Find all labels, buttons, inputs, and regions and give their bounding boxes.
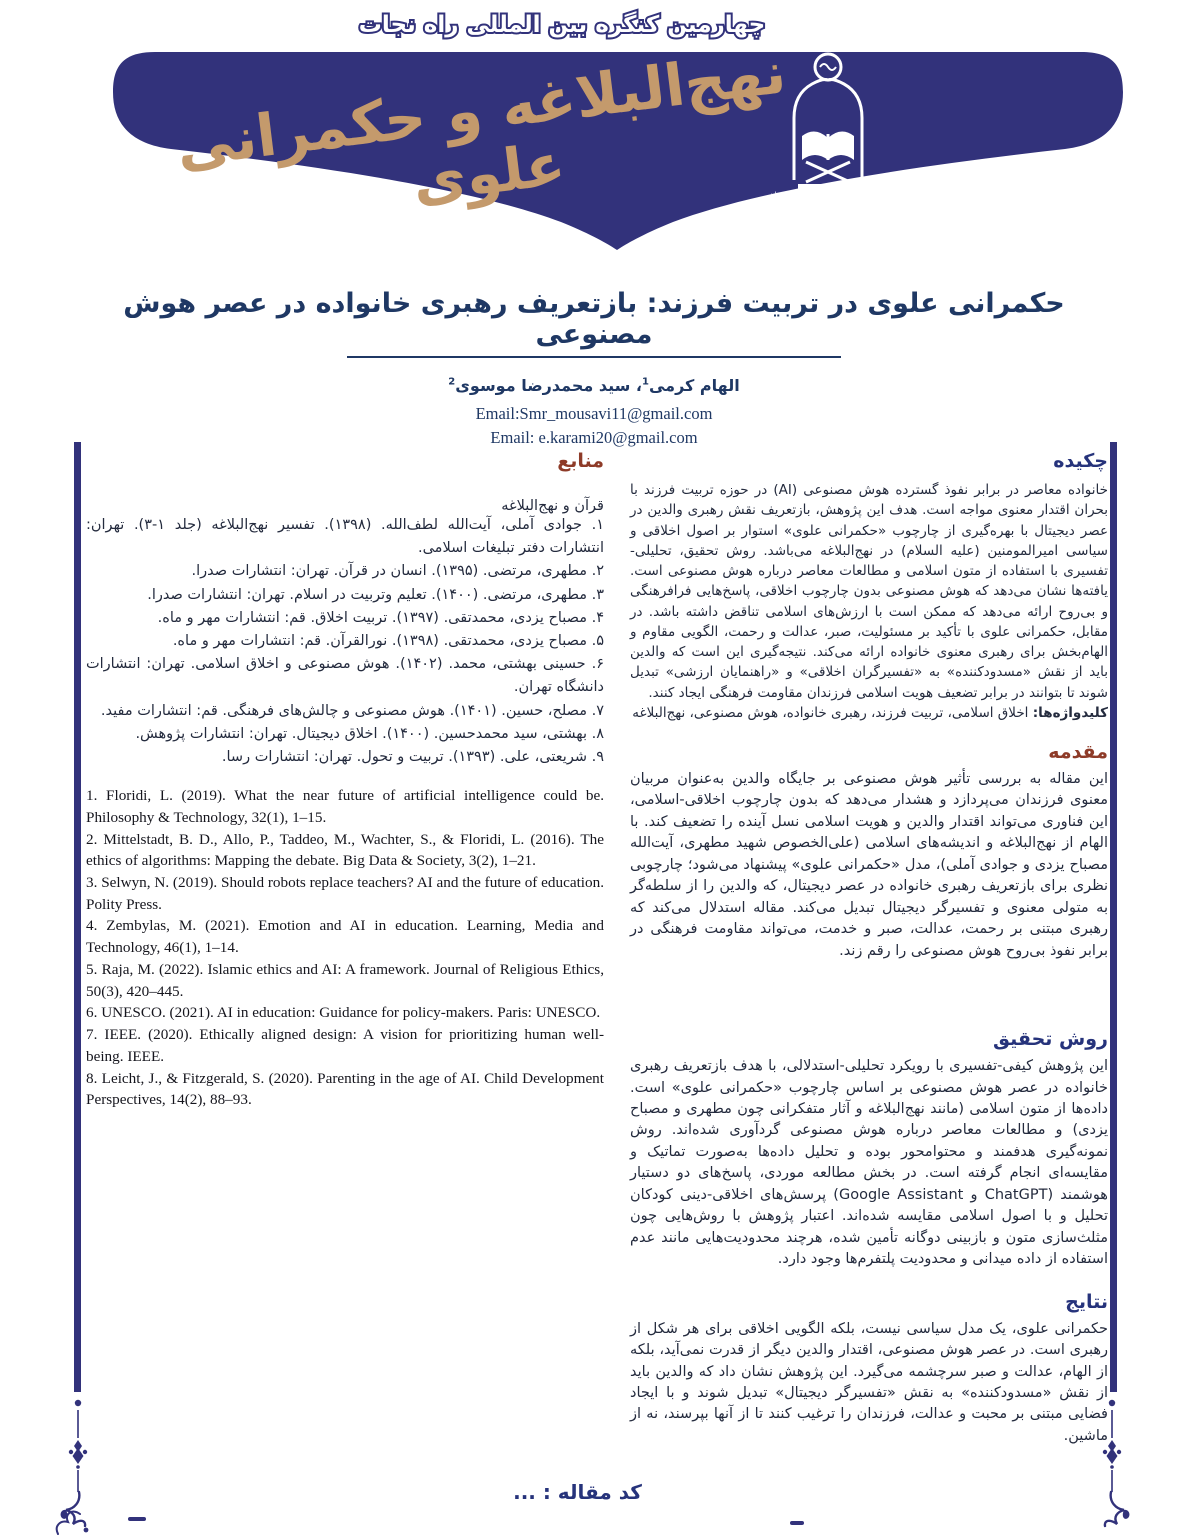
keywords-label: کلیدواژه‌ها: [1032,704,1108,721]
reference-item-en: 2. Mittelstadt, B. D., Allo, P., Taddeo, M., Wachter, S., & Floridi, L. (2016). The ethics of algorithms: Mapping the debate. Big Data & Society, 3(2), 1–21. [86,830,604,870]
reference-item-en: 3. Selwyn, N. (2019). Should robots replace teachers? AI and the future of education. Polity Press. [86,874,604,913]
reference-item-fa: ۳. مطهری، مرتضی. (۱۴۰۰). تعلیم وتربیت در اسلام. تهران: انتشارات صدرا. [147,586,604,603]
corner-ornament-icon [1092,1398,1132,1530]
results-body: حکمرانی علوی، یک مدل سیاسی نیست، بلکه الگویی اخلاقی برای هر شکل از رهبری است. در عصر هوش مصنوعی، اقتدار والدین دیگر از قدرت نمی‌آید، بلکه از الهام، عدالت و صبر سرچشمه می‌گیرد. این پژوهش نشان داد که والدین باید از نقش «مسدودکننده» به نقش «تفسیرگر دیجیتال» تبدیل شوند و با ایجاد فضایی مبتنی بر محبت و عدالت، فرزندان را ترغیب کنند تا از آنها بپرسند، نه از ماشین. [630,1320,1108,1444]
keywords-line [630,703,1108,723]
references-heading: منابع [557,450,604,472]
method-heading: روش تحقیق [993,1028,1108,1051]
english-references-block [86,785,604,1111]
keywords-text: اخلاق اسلامی، تربیت فرزند، رهبری خانواده، هوش مصنوعی، نهج‌البلاغه [632,704,1033,721]
left-column-rule [74,442,81,1392]
abstract-heading: چکیده [1053,450,1108,472]
page-edge-mark [790,1521,804,1525]
reference-item-fa: ۸. بهشتی، سید محمدحسین. (۱۴۰۰). اخلاق دیجیتال. تهران: انتشارات پژوهش. [135,725,604,742]
article-code-label: کد مقاله : ... [513,1480,642,1504]
page-edge-mark [128,1517,146,1521]
reference-item-en: 7. IEEE. (2020). Ethically aligned design: A vision for prioritizing human well-being. IEEE. [86,1026,604,1065]
reference-item-fa: ۷. مصلح، حسین. (۱۴۰۱). هوش مصنوعی و چالش‌های فرهنگی. قم: انتشارات مفید. [100,702,604,719]
page-corner-flourish-icon [52,1500,112,1536]
abstract-body: خانواده معاصر در برابر نفوذ گسترده هوش مصنوعی (AI) در حوزه تربیت فرزند با بحران اقتدار معنوی مواجه است. هدف این پژوهش، بازتعریف نقش رهبری والدین در عصر دیجیتال با بهره‌گیری از چارچوب «حکمرانی علوی» استوار بر اصول اخلاقی و سیاسی امیرالمومنین (علیه السلام) در نهج‌البلاغه می‌باشد. روش تحقیق، تحلیلی-تفسیری با استفاده از متون اسلامی و مطالعات معاصر درباره هوش مصنوعی است. یافته‌ها نشان می‌دهد که هوش مصنوعی بدون چارچوب اخلاقی، پاسخ‌هایی فرافرهنگی و بی‌روح ارائه می‌دهد که ممکن است با ارزش‌های اسلامی تناقض داشته باشد. در مقابل، حکمرانی علوی با تأکید بر مسئولیت، صبر، عدالت و رحمت، الگویی مقاوم و الهام‌بخش برای رهبری معنوی خانواده ارائه می‌کند. نتیجه‌گیری این است که والدین باید از نقش «مسدودکننده» به «تفسیرگران اخلاقی» و «راهنمایان ارزشی» تبدیل شوند تا بتوانند در برابر تضعیف هویت اسلامی فرزندان مقاومت فرهنگی ایجاد کنند. [630,482,1108,701]
results-heading: نتایج [1065,1290,1108,1313]
congress-calligraphy: نهج‌البلاغه و حکمرانی علوی [172,38,790,216]
paper-title: حکمرانی علوی در تربیت فرزند: بازتعریف رهبری خانواده در عصر هوش مصنوعی [123,288,1065,350]
reference-item-en: 8. Leicht, J., & Fitzgerald, S. (2020). Parenting in the age of AI. Child Development Perspectives, 14(2), 88–93. [86,1069,604,1109]
reference-item-en: 6. UNESCO. (2021). AI in education: Guidance for policy-makers. Paris: UNESCO. [86,1004,601,1022]
authors-line [94,376,1094,395]
method-body: این پژوهش کیفی-تفسیری با رویکرد تحلیلی-استدلالی، با هدف بازتعریف رهبری خانواده در عصر هوش مصنوعی بر اساس چارچوب «حکمرانی علوی» است. داده‌ها از متون اسلامی (مانند نهج‌البلاغه و آثار متفکرانی چون مطهری و مصباح یزدی) و مطالعات معاصر درباره هوش مصنوعی گردآوری شده‌اند. روش نمونه‌گیری هدفمند و محتوامحور بوده و تحلیل داده‌ها به‌صورت تماتیک و مقایسه‌ای انجام گرفته است. در بخش مطالعه موردی، پاسخ‌های دو دستیار هوشمند (ChatGPT و Google Assistant) پرسش‌های اخلاقی-دینی کودکان تحلیل و با اصول اسلامی مقایسه شده‌اند. اعتبار پژوهش با روش‌هایی چون مثلث‌سازی متون و بازبینی دوگانه تأمین شده، هرچند محدودیت‌هایی مانند عدم استفاده از داده میدانی و محدودیت پلتفرم‌ها وجود دارد. [630,1058,1108,1268]
references-lead: قرآن و نهج‌البلاغه [501,498,604,514]
reference-item-fa: ۱. جوادی آملی، آیت‌الله لطف‌الله. (۱۳۹۸). تفسیر نهج‌البلاغه (جلد ۱-۳). تهران: انتشارات دفتر تبلیغات اسلامی. [86,517,604,557]
reference-item-fa: ۶. حسینی بهشتی، محمد. (۱۴۰۲). هوش مصنوعی و اخلاق اسلامی. تهران: انتشارات دانشگاه تهران. [86,656,604,696]
author-1-name: الهام کرمی [648,376,740,395]
author-2-name: سید محمدرضا موسوی [455,376,631,395]
reference-item-fa: ۵. مصباح یزدی، محمدتقی. (۱۳۹۸). نورالقرآن. قم: انتشارات مهر و ماه. [172,632,604,649]
author-separator: ، [630,376,643,395]
title-divider [347,356,841,358]
reference-item-en: 5. Raja, M. (2022). Islamic ethics and AI: A framework. Journal of Religious Ethics, 50(3), 420–445. [86,960,604,1000]
introduction-heading: مقدمه [1048,741,1108,763]
introduction-body: این مقاله به بررسی تأثیر هوش مصنوعی بر جایگاه والدین به‌عنوان مربیان معنوی فرزندان می‌پردازد و هشدار می‌دهد که بدون چارچوب اخلاقی-اسلامی، این فناوری می‌تواند اقتدار والدین و هویت اسلامی نسل آینده را تضعیف کند. با الهام از نهج‌البلاغه و اندیشه‌های اسلامی (علی‌الخصوص شهید مطهری، آیت‌الله مصباح یزدی و جوادی آملی)، مدل «حکمرانی علوی» پیشنهاد می‌شود؛ چارچوبی نظری برای بازتعریف رهبری خانواده در عصر دیجیتال، که والدین را از سلطه‌گر به متولی معنوی و تفسیرگر دیجیتال تبدیل می‌کند. مقاله استدلال می‌کند که رهبری مبتنی بر رحمت، عدالت، صبر و خدمت، می‌تواند مقاومت فرهنگی در برابر نفوذ بی‌روح هوش مصنوعی را رقم زند. [630,771,1108,959]
email-line-1: Email:Smr_mousavi11@gmail.com [475,404,713,423]
reference-item-fa: ۲. مطهری، مرتضی. (۱۳۹۵). انسان در قرآن. تهران: انتشارات صدرا. [191,563,604,580]
right-column-rule [1110,442,1117,1392]
references-column [86,450,604,1111]
reference-item-en: 1. Floridi, L. (2019). What the near future of artificial intelligence could be. Philosophy & Technology, 32(1), 1–15. [86,787,604,826]
logo-caption: موسسه نور نهج البلاغه استان اصفهان [769,190,887,199]
reference-item-fa: ۴. مصباح یزدی، محمدتقی. (۱۳۹۷). تربیت اخلاق. قم: انتشارات مهر و ماه. [157,609,604,626]
author-2-affiliation-mark: 2 [448,376,456,388]
reference-item-en: 4. Zembylas, M. (2021). Emotion and AI in education. Learning, Media and Technology, 46(1), 1–14. [86,917,604,957]
congress-title: چهارمین کنگره بین المللی راه نجات [358,12,766,38]
quran-book-logo-icon [772,48,884,196]
email-line-2: Email: e.karami20@gmail.com [490,428,698,447]
reference-item-fa: ۹. شریعتی، علی. (۱۳۹۳). تربیت و تحول. تهران: انتشارات رسا. [221,748,604,765]
main-column [630,450,1108,1447]
author-1-affiliation-mark: 1 [642,376,649,388]
